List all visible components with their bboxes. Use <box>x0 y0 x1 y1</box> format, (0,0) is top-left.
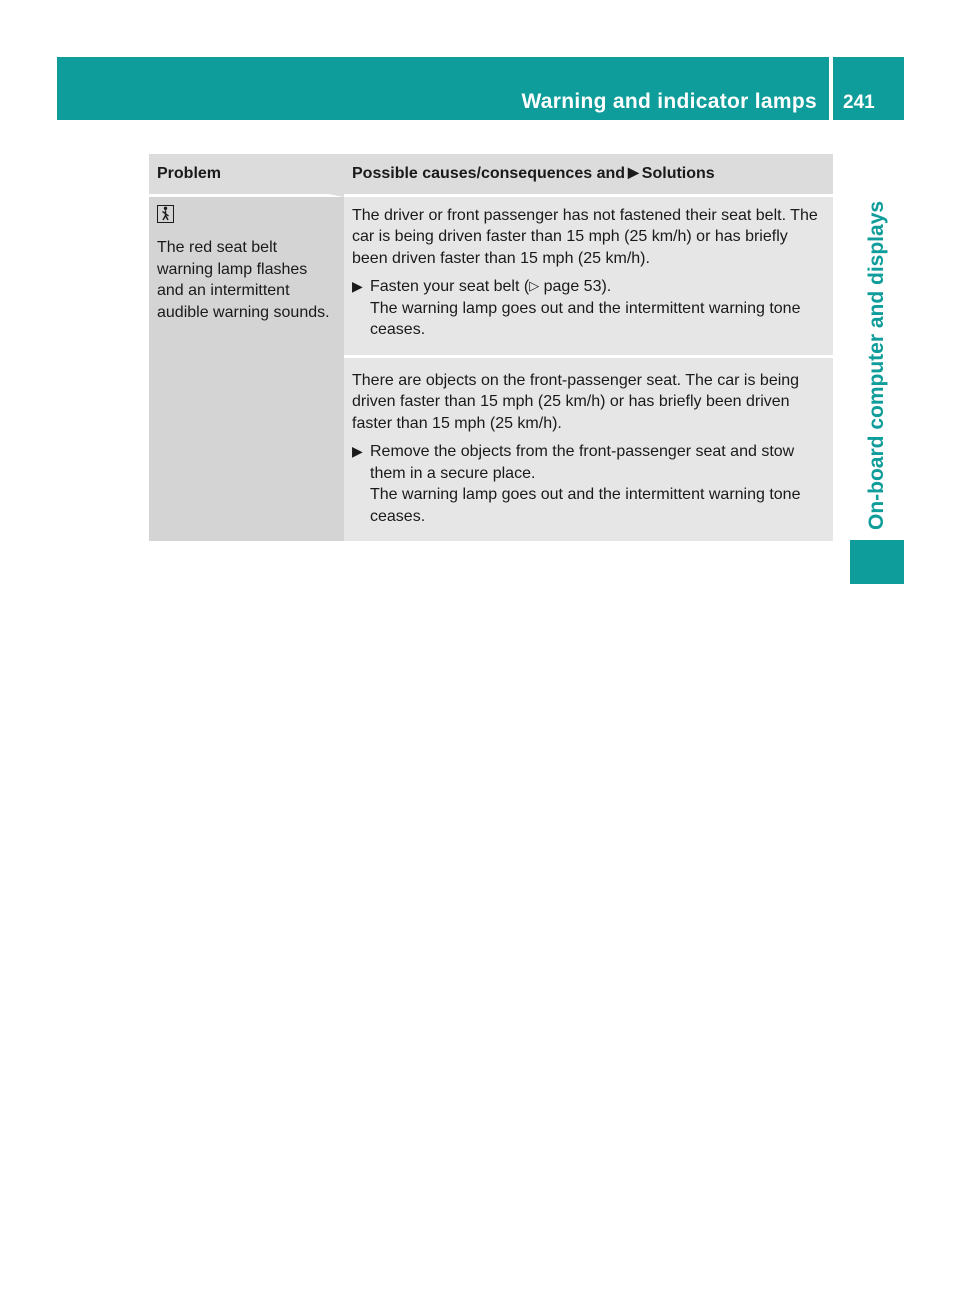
column-header-solutions-pre: Possible causes/consequences and <box>352 165 626 182</box>
step-arrow-icon: ▶ <box>352 278 363 294</box>
problem-description: The red seat belt warning lamp flashes and an intermittent audible warning sounds. <box>157 239 330 321</box>
seatbelt-warning-icon <box>157 205 174 223</box>
solution-arrow-icon: ▶ <box>628 164 639 180</box>
page-reference[interactable]: page 53). <box>539 278 612 295</box>
solution-cell <box>344 355 833 542</box>
step-result: The warning lamp goes out and the intermittent warning tone ceases. <box>370 299 801 338</box>
chapter-side-tab <box>850 160 904 530</box>
solution-cell <box>344 197 833 355</box>
chapter-marker-block <box>850 540 904 584</box>
table-row <box>149 197 833 355</box>
step-instruction <box>370 276 827 298</box>
table-header-row <box>149 154 833 197</box>
cause-text: There are objects on the front-passenger seat. The car is being driven faster than 15 mph (25 km/h) or has briefly been driven faster than 15 mph (25 km/h). <box>352 371 800 432</box>
solution-step <box>352 441 827 527</box>
page-number-box <box>833 57 904 120</box>
cause-text: The driver or front passenger has not fastened their seat belt. The car is being driven faster than 15 mph (25 km/h) or has briefly been driven faster than 15 mph (25 km/h). <box>352 206 818 267</box>
step-result: The warning lamp goes out and the intermittent warning tone ceases. <box>370 486 801 525</box>
step-instruction: Remove the objects from the front-passenger seat and stow them in a secure place. <box>370 443 795 482</box>
column-header-problem: Problem <box>149 154 344 197</box>
problem-cell <box>149 197 344 542</box>
chapter-label: On-board computer and displays <box>865 200 888 530</box>
page-reference-icon: ▷ <box>529 278 540 293</box>
step-arrow-icon: ▶ <box>352 443 363 459</box>
problem-solutions-table <box>149 154 833 541</box>
header-bar <box>57 57 829 120</box>
column-header-solutions-post: Solutions <box>641 165 715 182</box>
section-title: Warning and indicator lamps <box>521 90 817 113</box>
page-number: 241 <box>843 92 875 113</box>
step-text: Fasten your seat belt ( <box>370 278 530 295</box>
column-header-solutions <box>344 154 833 197</box>
solution-step <box>352 276 827 341</box>
